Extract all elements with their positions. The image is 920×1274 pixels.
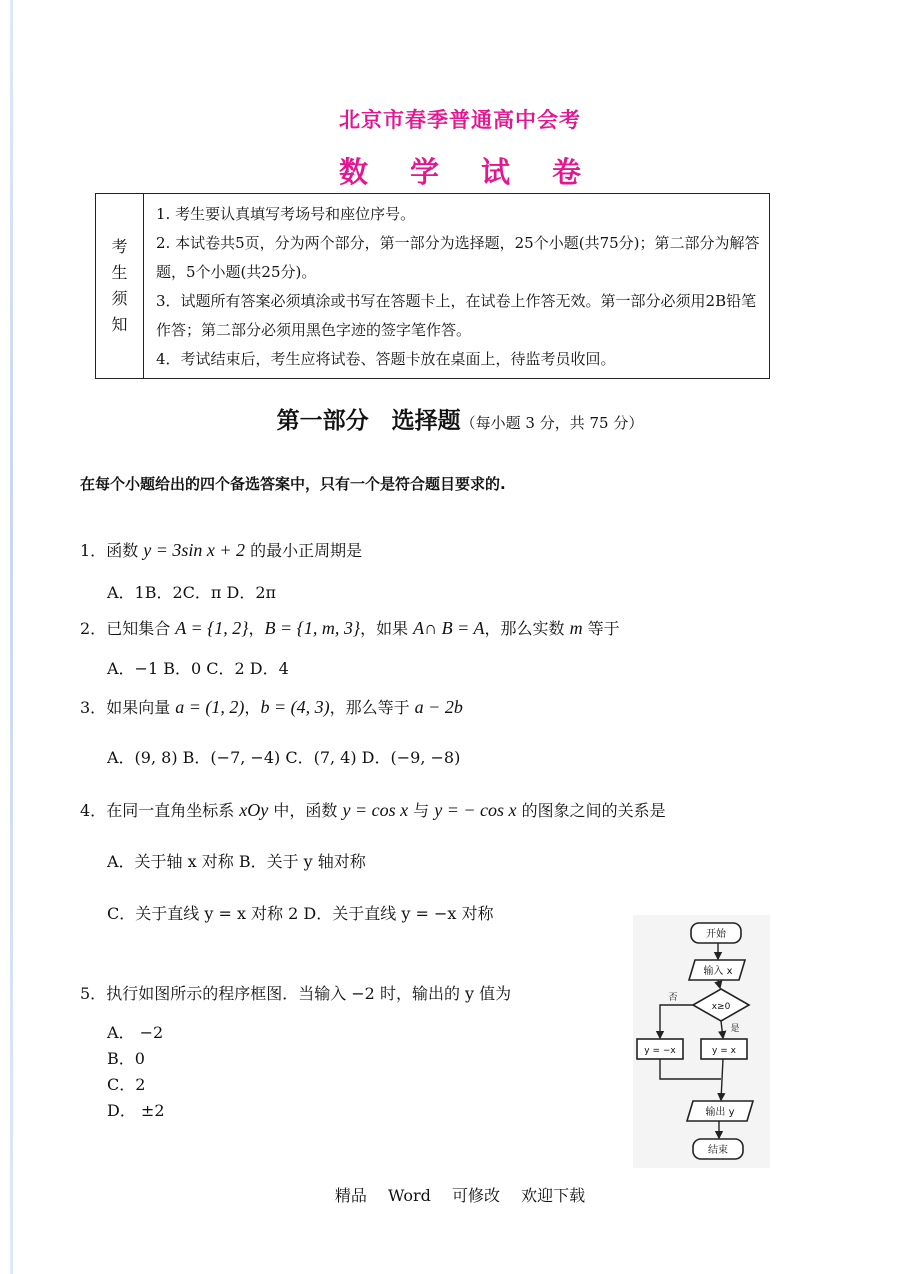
question-3: 3．如果向量 a = (1, 2)，b = (4, 3)，那么等于 a − 2b [80,697,463,717]
notice-box [95,193,770,379]
question-1-options: A．1B．2C．π D．2π [107,583,277,602]
question-5-option-b: B．0 [107,1049,145,1068]
question-2: 2．已知集合 A = {1, 2}，B = {1, m, 3}，如果 A∩ B = A，那么实数 m 等于 [80,618,620,638]
flow-no-label: 否 [668,993,678,1003]
question-5-option-d: D． ±2 [107,1101,165,1120]
question-4-option-cd: C．关于直线 y = x 对称 2 D．关于直线 y = −x 对称 [107,904,494,923]
footer: 精品 Word 可修改 欢迎下载 [334,1186,586,1205]
question-5: 5．执行如图所示的程序框图．当输入 −2 时，输出的 y 值为 [80,984,512,1003]
flow-cond-label: x≥0 [711,1002,731,1012]
instruction: 在每个小题给出的四个备选答案中，只有一个是符合题目要求的. [80,475,506,493]
question-1: 1．函数 y = 3sin x + 2 的最小正周期是 [80,540,363,560]
flow-right-assign-label: y = x [712,1046,736,1056]
notice-label: 考 生 须 知 [96,194,144,379]
flow-input-label: 输入 x [703,966,733,977]
question-3-options: A．(9, 8) B．(−7, −4) C．(7, 4) D．(−9, −8) [107,748,461,767]
flow-output-label: 输出 y [705,1107,735,1118]
flow-yes-label: 是 [730,1024,740,1034]
question-2-options: A．−1 B．0 C．2 D．4 [107,659,289,678]
part-title: 第一部分 选择题（每小题 3 分，共 75 分） [276,407,644,434]
question-4: 4．在同一直角坐标系 xOy 中，函数 y = cos x 与 y = − cos x 的图象之间的关系是 [80,800,666,820]
part-score-note: （每小题 3 分，共 75 分） [460,414,644,432]
left-margin-rule [10,0,13,1274]
question-4-option-ab: A．关于轴 x 对称 B．关于 y 轴对称 [107,852,366,871]
flow-start-label: 开始 [706,929,726,940]
flow-left-assign-label: y = −x [644,1046,676,1056]
notice-item: 4．考试结束后，考生应将试卷、答题卡放在桌面上，待监考员收回。 [156,350,616,368]
question-5-option-a: A． −2 [107,1023,164,1042]
exam-title: 北京市春季普通高中会考 [339,107,581,132]
flowchart [633,915,770,1168]
notice-body [144,194,770,379]
notice-item: 1. 考生要认真填写考场号和座位序号。 [156,205,416,223]
flow-end-label: 结束 [708,1145,728,1156]
notice-item: 3．试题所有答案必须填涂或书写在答题卡上，在试卷上作答无效。第一部分必须用2B铅笔作答；第二部分必须用黑色字迹的签字笔作答。 [156,292,757,339]
exam-subtitle: 数学试卷 [338,155,623,189]
question-5-option-c: C．2 [107,1075,146,1094]
notice-item: 2. 本试卷共5页，分为两个部分，第一部分为选择题，25个小题(共75分)；第二部分为解答题，5个小题(共25分)。 [156,234,760,281]
